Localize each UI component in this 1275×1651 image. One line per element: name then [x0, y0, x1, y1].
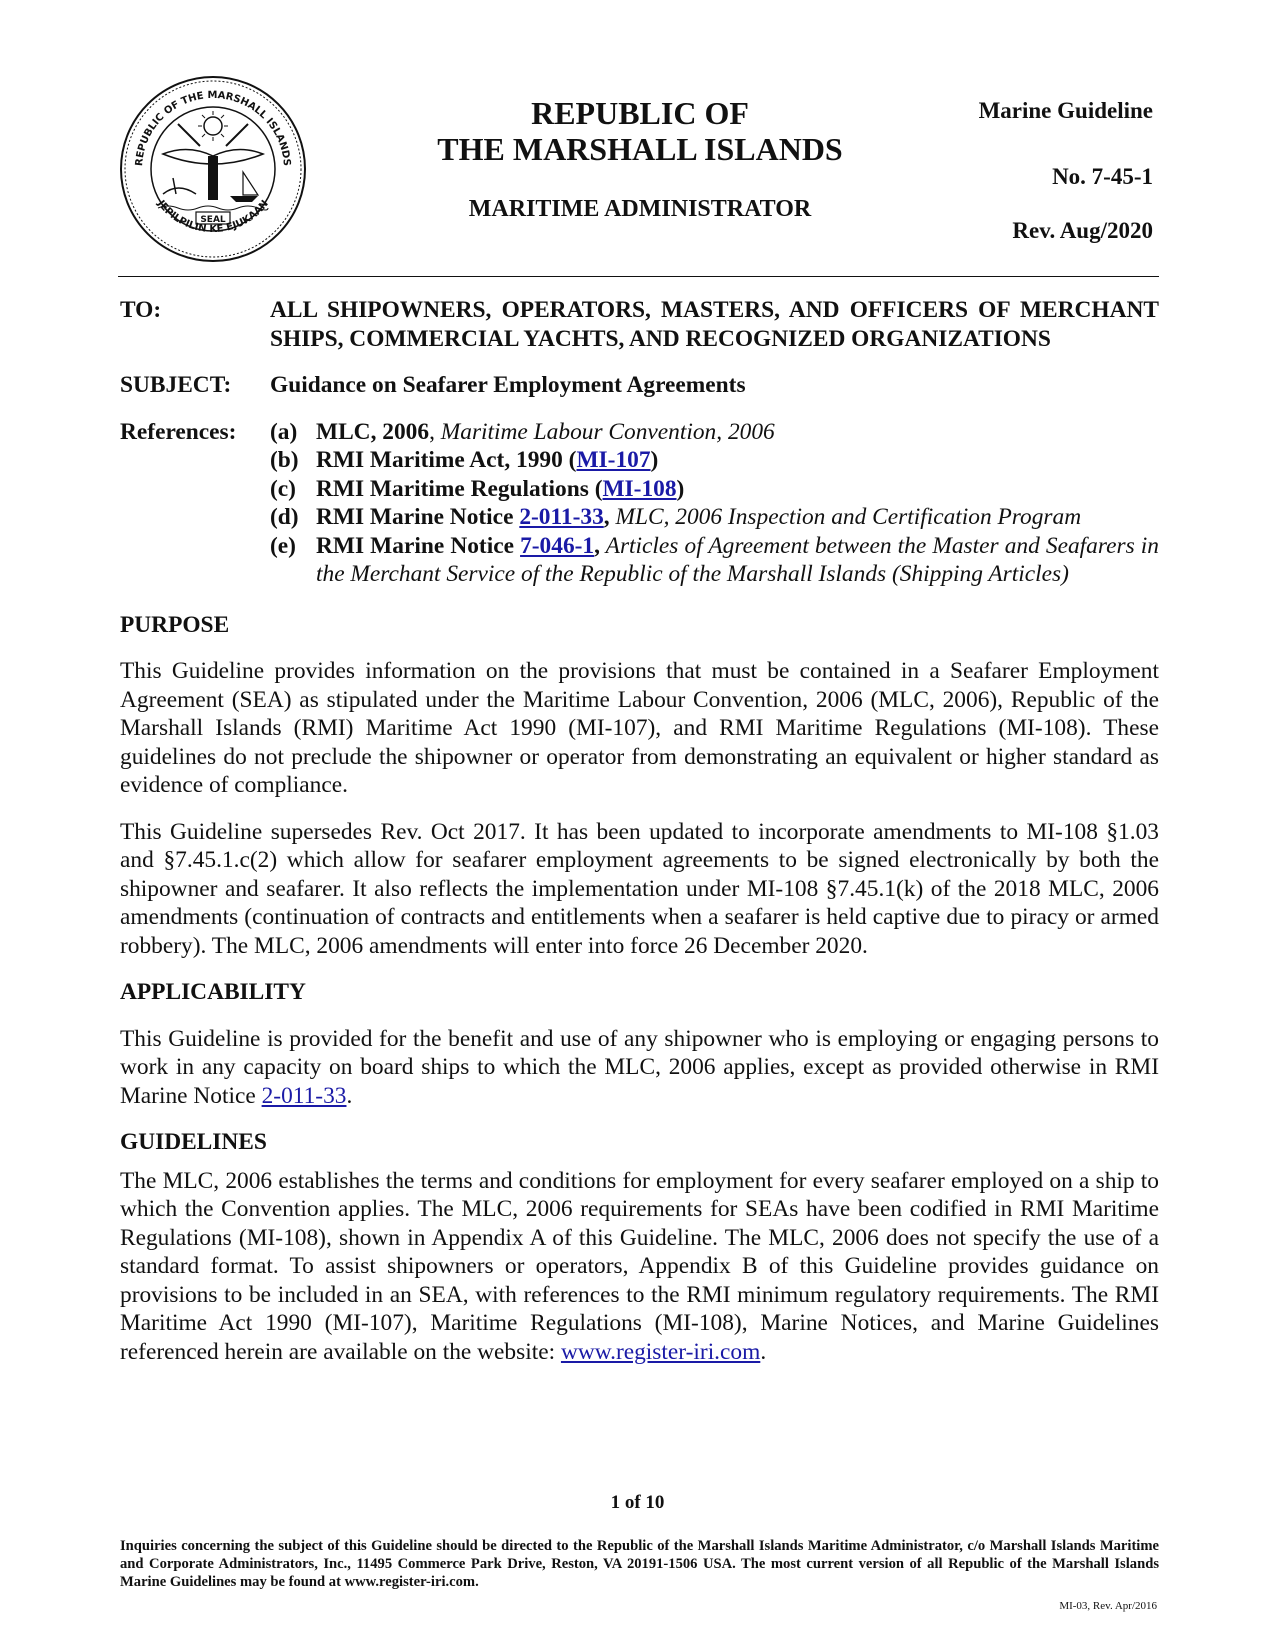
to-field: [120, 296, 1159, 353]
document-body: [120, 296, 1159, 1384]
references-list: [270, 418, 1159, 589]
purpose-heading: PURPOSE: [120, 611, 230, 638]
subject-text: Guidance on Seafarer Employment Agreements: [270, 372, 746, 398]
form-id: MI-03, Rev. Apr/2016: [1059, 1600, 1157, 1612]
subject-field: [120, 371, 1159, 400]
purpose-paragraph-1: This Guideline provides information on the provisions that must be contained in a Seafarer Employment Agreement (SEA) as stipulated under the Maritime Labour Convention, 2006 (MLC, 2006), Republic of the Marshall Islands (RMI) Maritime Act 1990 (MI-107), and RMI Maritime Regulations (MI-108). These guidelines do not preclude the shipowner or operator from demonstrating an equivalent or higher standard as evidence of compliance.: [120, 658, 1159, 798]
applicability-paragraph: This Guideline is provided for the benefit and use of any shipowner who is employing or engaging persons to work in any capacity on board ships to which the MLC, 2006 applies, except as provided otherwise in RMI Marine Notice 2-011-33.: [120, 1025, 1159, 1109]
applicability-2-011-33-link[interactable]: 2-011-33: [261, 1082, 347, 1109]
mi-108-link[interactable]: MI-108: [602, 475, 677, 502]
svg-text:JEPILPILIN KE EJUKAAN: JEPILPILIN KE EJUKAAN: [155, 198, 271, 236]
document-type: Marine Guideline: [978, 98, 1153, 123]
marshall-islands-seal: [118, 74, 308, 264]
svg-text:REPUBLIC OF THE MARSHALL ISLAN: REPUBLIC OF THE MARSHALL ISLANDS: [133, 89, 293, 167]
guidelines-heading: GUIDELINES: [120, 1129, 267, 1155]
org-name-line2: THE MARSHALL ISLANDS: [437, 131, 843, 167]
subject-label: SUBJECT:: [120, 372, 232, 398]
document-number: No. 7-45-1: [1052, 164, 1153, 189]
svg-text:SEAL: SEAL: [200, 215, 226, 225]
reference-item: (d) RMI Marine Notice 2-011-33, MLC, 2006 Inspection and Certification Program: [270, 504, 1082, 530]
applicability-heading: APPLICABILITY: [120, 979, 306, 1005]
references-field: [120, 418, 1159, 589]
to-recipients: ALL SHIPOWNERS, OPERATORS, MASTERS, AND OFFICERS OF MERCHANT SHIPS, COMMERCIAL YACHTS, AND RECOGNIZED ORGANIZATIONS: [270, 297, 1159, 352]
page-number: 1 of 10: [610, 1492, 665, 1513]
org-name-line1: REPUBLIC OF: [531, 95, 749, 131]
mi-107-link[interactable]: MI-107: [576, 447, 651, 473]
reference-item: (b) RMI Maritime Act, 1990 (MI-107): [270, 447, 659, 473]
references-label: References:: [120, 418, 237, 445]
reference-item: (c) RMI Maritime Regulations (MI-108): [270, 475, 685, 502]
to-label: TO:: [120, 297, 162, 323]
marine-notice-2-011-33-link[interactable]: 2-011-33: [519, 504, 604, 530]
org-name: [390, 95, 890, 167]
purpose-paragraph-2: This Guideline supersedes Rev. Oct 2017. It has been updated to incorporate amendments to MI-108 §1.03 and §7.45.1.c(2) which allow for seafarer employment agreements to be signed electronically by both the shipowner and seafarer. It also reflects the implementation under MI-108 §7.45.1(k) of the 2018 MLC, 2006 amendments (continuation of contracts and entitlements when a seafarer is held captive due to piracy or armed robbery). The MLC, 2006 amendments will enter into force 26 December 2020.: [120, 818, 1159, 959]
website-link[interactable]: www.register-iri.com: [560, 1338, 761, 1365]
administrator-title: MARITIME ADMINISTRATOR: [468, 196, 812, 222]
footer-inquiries: Inquiries concerning the subject of this Guideline should be directed to the Republic of the Marshall Islands Maritime Administrator, c/o Marshall Islands Maritime and Corporate Administrators, Inc., 11495 Commerce Park Drive, Reston, VA 20191-1506 USA. The most current version of all Republic of the Marshall Islands Marine Guidelines may be found at www.register-iri.com.: [120, 1538, 1159, 1590]
marine-notice-7-046-1-link[interactable]: 7-046-1: [520, 532, 595, 559]
revision-date: Rev. Aug/2020: [1012, 218, 1153, 243]
guidelines-paragraph: The MLC, 2006 establishes the terms and conditions for employment for every seafarer employed on a ship to which the Convention applies. The MLC, 2006 requirements for SEAs have been codified in RMI Maritime Regulations (MI-108), shown in Appendix A of this Guideline. The MLC, 2006 does not specify the use of a standard format. To assist shipowners or operators, Appendix B of this Guideline provides guidance on provisions to be included in an SEA, with references to the RMI minimum regulatory requirements. The RMI Maritime Act 1990 (MI-107), Maritime Regulations (MI-108), Marine Notices, and Marine Guidelines referenced herein are available on the website: www.register-iri.com.: [120, 1167, 1159, 1365]
reference-item: (e) RMI Marine Notice 7-046-1, Articles of Agreement between the Master and Seafarers in the Merchant Service of the Republic of the Marshall Islands (Shipping Articles): [270, 532, 1159, 587]
header-divider: [118, 276, 1159, 277]
reference-item: (a) MLC, 2006, Maritime Labour Convention, 2006: [270, 418, 775, 445]
